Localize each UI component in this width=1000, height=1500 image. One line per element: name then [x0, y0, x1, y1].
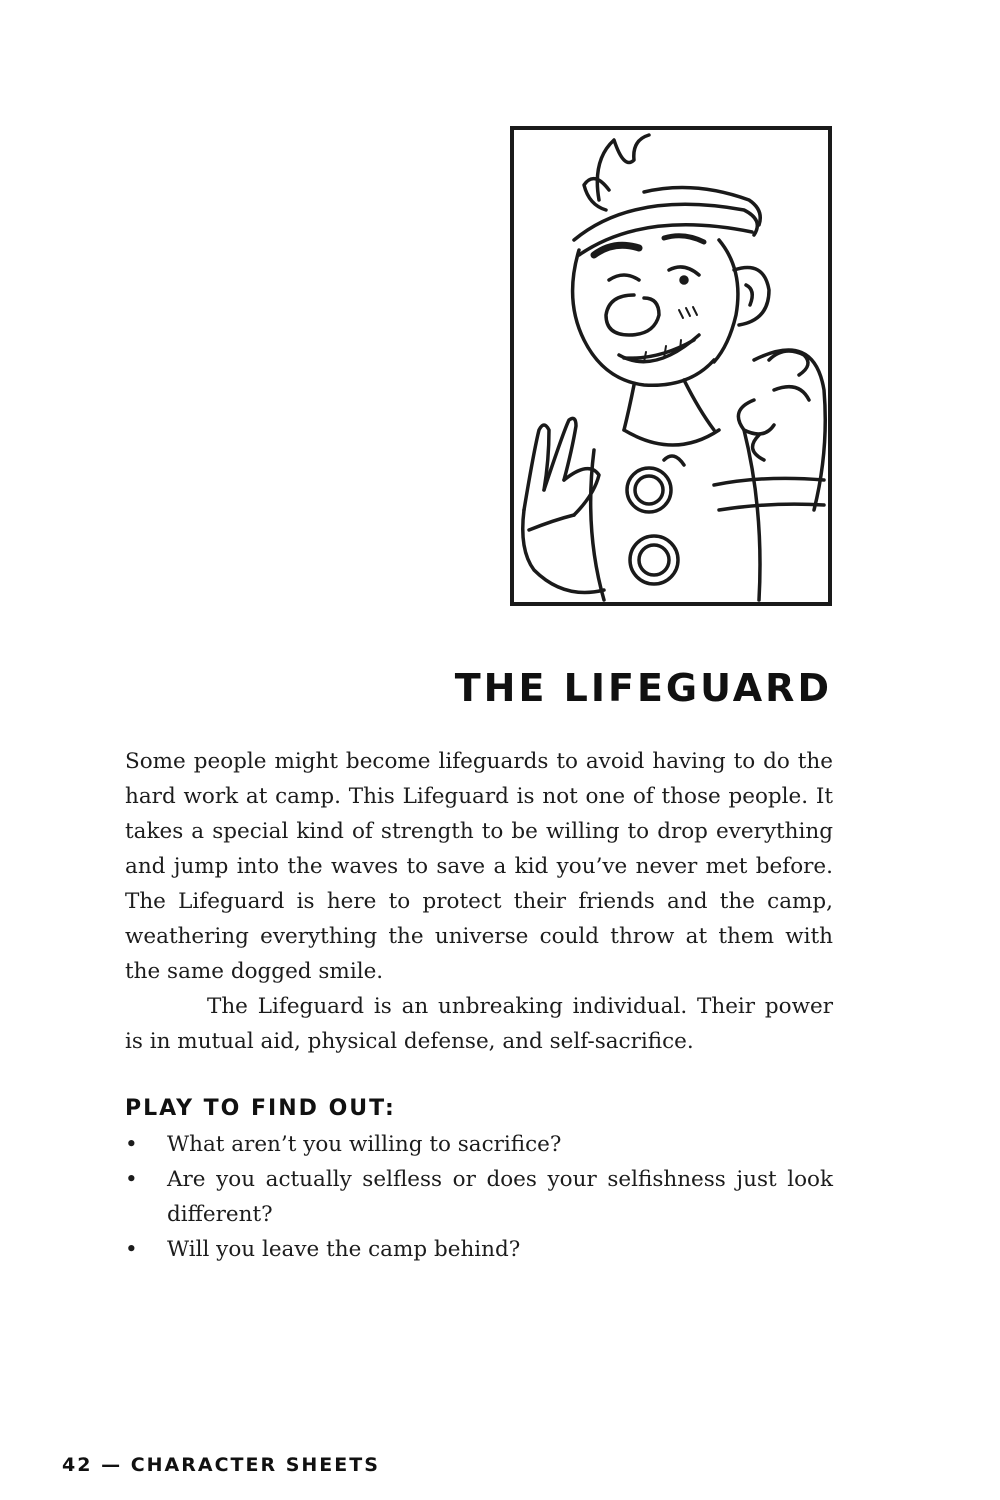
description-paragraph: Some people might become lifeguards to avoid having to do the hard work at camp. This Lifeguard is not one of those people. It takes a special kind of strength to be willing to drop everything and jump into the waves to save a kid you’ve never met before. The Lifeguard is here to protect their friends and the camp, weathering everything the universe could throw at them with the same dogged smile.	[125, 749, 833, 984]
page-number: 42	[62, 1454, 93, 1476]
page-footer	[62, 1454, 380, 1476]
list-item-text: Will you leave the camp behind?	[167, 1237, 521, 1262]
lifeguard-illustration	[510, 126, 832, 606]
page-title: THE LIFEGUARD	[454, 666, 832, 710]
list-item	[125, 1127, 833, 1162]
description-body	[125, 744, 833, 1059]
play-to-find-out-list	[125, 1127, 833, 1267]
play-to-find-out-heading: PLAY TO FIND OUT:	[125, 1096, 396, 1121]
footer-section-title: CHARACTER SHEETS	[130, 1454, 380, 1476]
description-paragraph: The Lifeguard is an unbreaking individual. Their power is in mutual aid, physical defense, and self-sacrifice.	[125, 994, 833, 1054]
lifeguard-drawing	[514, 130, 828, 602]
list-item-text: Are you actually selfless or does your selfishness just look different?	[167, 1167, 833, 1227]
list-item-text: What aren’t you willing to sacrifice?	[167, 1132, 562, 1157]
bullet-icon: •	[125, 1167, 138, 1192]
list-item	[125, 1162, 833, 1232]
list-item	[125, 1232, 833, 1267]
bullet-icon: •	[125, 1237, 138, 1262]
bullet-icon: •	[125, 1132, 138, 1157]
footer-separator: —	[101, 1454, 123, 1476]
